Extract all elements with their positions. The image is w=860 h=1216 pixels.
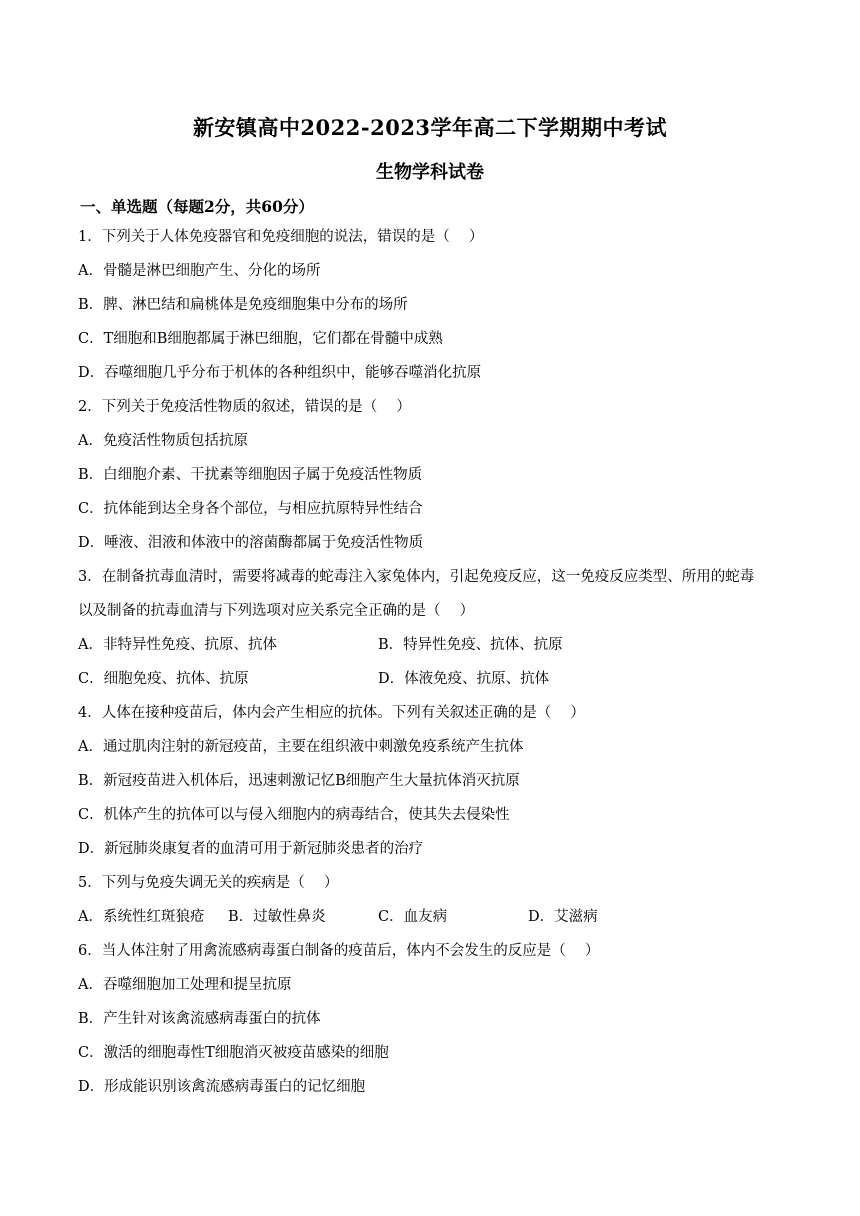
page-subtitle: 生物学科试卷 — [376, 162, 484, 183]
option-c: C．T细胞和B细胞都属于淋巴细胞，它们都在骨髓中成熟 — [78, 331, 443, 347]
option-c: C．血友病 — [378, 909, 448, 925]
option-d: D．唾液、泪液和体液中的溶菌酶都属于免疫活性物质 — [78, 535, 424, 551]
option-d: D．吞噬细胞几乎分布于机体的各种组织中，能够吞噬消化抗原 — [78, 365, 482, 381]
question-3 — [78, 560, 790, 696]
question-stem-line-2: 以及制备的抗毒血清与下列选项对应关系完全正确的是（ ） — [78, 603, 475, 619]
option-c: C．激活的细胞毒性T细胞消灭被疫苗感染的细胞 — [78, 1045, 389, 1061]
option-b: B．脾、淋巴结和扁桃体是免疫细胞集中分布的场所 — [78, 297, 408, 313]
option-row — [78, 628, 790, 662]
question-2 — [78, 390, 790, 560]
option-a: A．吞噬细胞加工处理和提呈抗原 — [78, 977, 292, 993]
option-d: D．形成能识别该禽流感病毒蛋白的记忆细胞 — [78, 1079, 366, 1095]
option-a: A．骨髓是淋巴细胞产生、分化的场所 — [78, 263, 321, 279]
option-d: D．艾滋病 — [528, 909, 598, 925]
option-b: B．白细胞介素、干扰素等细胞因子属于免疫活性物质 — [78, 467, 423, 483]
question-stem: 1．下列关于人体免疫器官和免疫细胞的说法，错误的是（ ） — [78, 229, 484, 245]
question-stem: 5．下列与免疫失调无关的疾病是（ ） — [78, 875, 339, 891]
option-a: A．免疫活性物质包括抗原 — [78, 433, 248, 449]
question-5 — [78, 866, 790, 934]
question-1 — [78, 220, 790, 390]
page-title: 新安镇高中2022-2023学年高二下学期期中考试 — [192, 115, 668, 140]
question-list — [78, 220, 790, 1104]
option-a: A．非特异性免疫、抗原、抗体 — [78, 637, 277, 653]
option-row — [78, 900, 790, 934]
question-stem: 6．当人体注射了用禽流感病毒蛋白制备的疫苗后，体内不会发生的反应是（ ） — [78, 943, 600, 959]
question-6 — [78, 934, 790, 1104]
question-stem-line-1: 3．在制备抗毒血清时，需要将减毒的蛇毒注入家兔体内，引起免疫反应，这一免疫反应类型、所用的蛇毒 — [78, 569, 755, 585]
section-heading: 一、单选题（每题2分，共60分） — [80, 197, 314, 216]
question-stem: 4．人体在接种疫苗后，体内会产生相应的抗体。下列有关叙述正确的是（ ） — [78, 705, 585, 721]
option-row — [78, 662, 790, 696]
question-stem: 2．下列关于免疫活性物质的叙述，错误的是（ ） — [78, 399, 411, 415]
option-c: C．抗体能到达全身各个部位，与相应抗原特异性结合 — [78, 501, 423, 517]
option-b: B．特异性免疫、抗体、抗原 — [378, 637, 563, 653]
option-b: B．过敏性鼻炎 — [228, 909, 326, 925]
question-4 — [78, 696, 790, 866]
option-a: A．系统性红斑狼疮 — [78, 909, 205, 925]
option-d: D．新冠肺炎康复者的血清可用于新冠肺炎患者的治疗 — [78, 841, 424, 857]
option-b: B．产生针对该禽流感病毒蛋白的抗体 — [78, 1011, 321, 1027]
option-b: B．新冠疫苗进入机体后，迅速刺激记忆B细胞产生大量抗体消灭抗原 — [78, 773, 520, 789]
option-d: D．体液免疫、抗原、抗体 — [378, 671, 550, 687]
option-c: C．机体产生的抗体可以与侵入细胞内的病毒结合，使其失去侵染性 — [78, 807, 510, 823]
option-c: C．细胞免疫、抗体、抗原 — [78, 671, 249, 687]
option-a: A．通过肌肉注射的新冠疫苗，主要在组织液中刺激免疫系统产生抗体 — [78, 739, 524, 755]
